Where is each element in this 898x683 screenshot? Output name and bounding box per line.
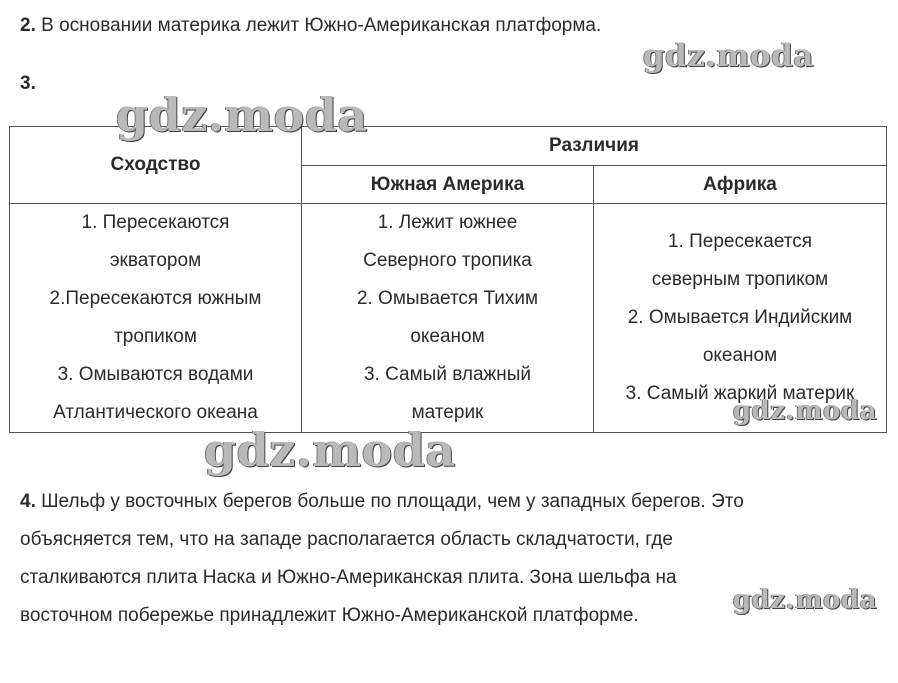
africa-line: океаном [702,345,778,366]
south-america-line: 3. Самый влажный [363,364,532,385]
answer-4-text: Шельф у восточных берегов больше по площади, чем у западных берегов. Это [35,491,744,512]
africa-line: 3. Самый жаркий материк [625,383,855,404]
similarity-line: тропиком [114,326,197,347]
south-america-line: 2. Омывается Тихим [356,288,539,309]
similarity-line: 3. Омываются водами [57,364,254,385]
south-america-line: Северного тропика [363,250,532,271]
watermark-logo: gdz.moda [204,423,456,477]
south-america-line: материк [411,402,484,423]
south-america-line: океаном [410,326,485,347]
answer-4-number: 4. [20,491,36,512]
similarity-line: экватором [109,250,202,271]
answer-2-text: В основании материка лежит Южно-Американская платформа. [35,15,602,36]
watermark-logo: gdz.moda [733,585,878,615]
answer-2-number: 2. [20,15,36,36]
watermark-logo: gdz.moda [643,38,814,74]
similarity-line: Атлантического океана [53,402,258,423]
watermark-logo: gdz.moda [733,396,878,426]
header-differences: Различия [302,127,887,166]
similarity-line: 1. Пересекаются [81,212,230,233]
similarity-line: 2.Пересекаются южным [49,288,262,309]
answer-3-number [20,65,36,103]
south-america-cell [302,204,594,433]
answer-4-line: сталкиваются плита Наска и Южно-Американская плита. Зона шельфа на [20,567,677,588]
answer-4-line: восточном побережье принадлежит Южно-Американской платформе. [20,605,639,626]
comparison-table [9,126,887,433]
header-south-america: Южная Америка [302,166,594,204]
africa-line: 1. Пересекается [667,231,813,252]
answer-4-line [20,483,880,521]
south-america-line: 1. Лежит южнее [377,212,518,233]
answer-3-label: 3. [20,73,36,94]
watermark-logo: gdz.moda [116,88,368,142]
header-africa: Африка [594,166,887,204]
similarity-cell [10,204,302,433]
answer-4-line: объясняется тем, что на западе располагается область складчатости, где [20,529,673,550]
africa-line: северным тропиком [651,269,829,290]
africa-line: 2. Омывается Индийским [627,307,853,328]
answer-2 [20,7,601,45]
header-similarity: Сходство [10,127,302,204]
